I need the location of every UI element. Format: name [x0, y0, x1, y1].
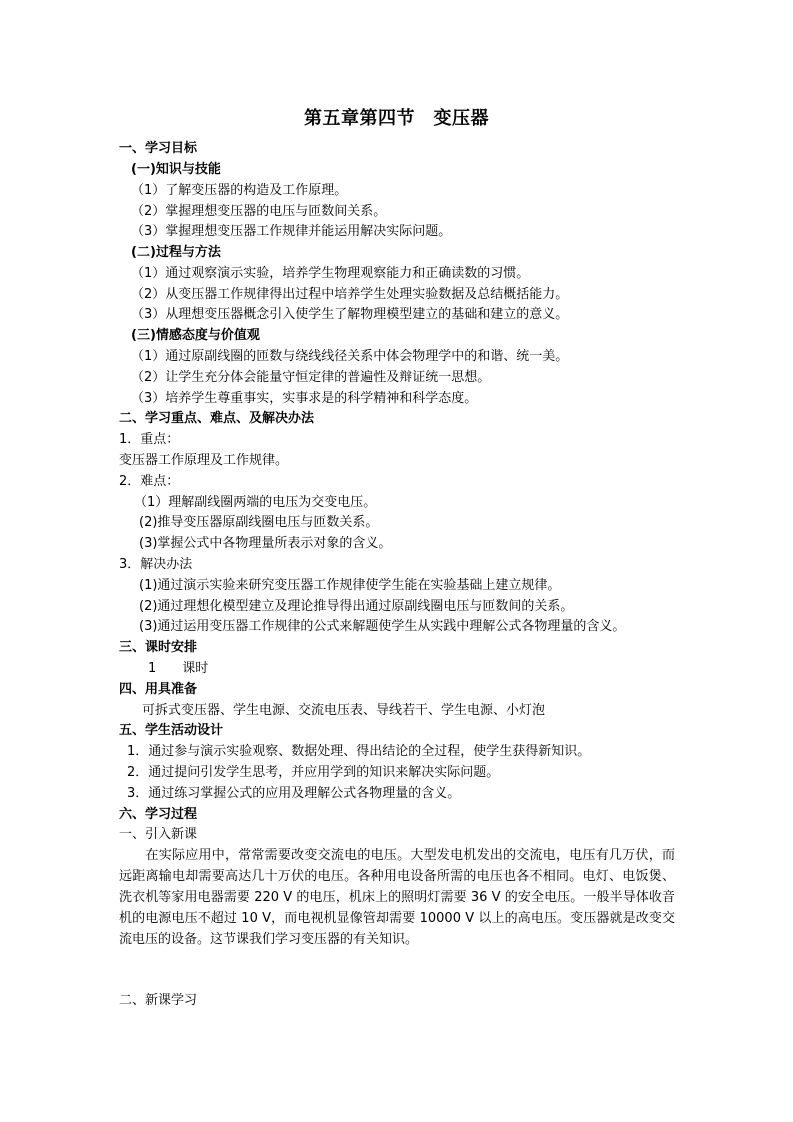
subheading-emotion: (三)情感态度与价值观 [131, 328, 260, 343]
section-4-heading: 四、用具准备 [119, 682, 198, 697]
knowledge-item-2: （2）掌握理想变压器的电压与匝数间关系。 [131, 204, 387, 219]
intro-paragraph: 在实际应用中，常常需要改变交流电的电压。大型发电机发出的交流电，电压有几万伏，而远距离输电却需要高达几十万伏的电压。各种用电设备所需的电压也各不相同。电灯、电饭煲、洗衣机等家用电器需要 220 V 的电压，机床上的照明灯需要 36 V 的安全电压。一般半导体收音机的电源电压不超过 10 V，而电视机显像管却需要 10000 V 以上的高电压。变压器就是改变交流电压的设备。这节课我们学习变压器的有关知识。 [119, 848, 675, 947]
section-5-heading: 五、学生活动设计 [119, 723, 224, 738]
intro-heading: 一、引入新课 [119, 827, 198, 842]
solution-item-3: (3)通过运用变压器工作规律的公式来解题使学生从实践中理解公式各物理量的含义。 [139, 619, 626, 634]
class-hours: 1 课时 [148, 661, 209, 676]
section-3-heading: 三、课时安排 [119, 640, 198, 655]
process-item-1: （1）通过观察演示实验，培养学生物理观察能力和正确读数的习惯。 [131, 266, 530, 281]
emotion-item-3: （3）培养学生尊重事实，实事求是的科学精神和科学态度。 [131, 391, 478, 406]
emotion-item-2: （2）让学生充分体会能量守恒定律的普遍性及辩证统一思想。 [131, 370, 491, 385]
activity-item-3: 3．通过练习掌握公式的应用及理解公式各物理量的含义。 [127, 786, 461, 801]
subheading-process: (二)过程与方法 [131, 245, 221, 260]
solution-item-2: (2)通过理想化模型建立及理论推导得出通过原副线圈电压与匝数间的关系。 [139, 599, 574, 614]
equipment-list: 可拆式变压器、学生电源、交流电压表、导线若干、学生电源、小灯泡 [142, 703, 546, 718]
solution-item-1: (1)通过演示实验来研究变压器工作规律使学生能在实验基础上建立规律。 [139, 578, 561, 593]
activity-item-1: 1．通过参与演示实验观察、数据处理、得出结论的全过程，使学生获得新知识。 [127, 744, 591, 759]
new-lesson-heading: 二、新课学习 [119, 993, 198, 1008]
section-1-heading: 一、学习目标 [119, 141, 198, 156]
difficulty-item-1: （1）理解副线圈两端的电压为交变电压。 [134, 495, 377, 510]
key-point-text: 变压器工作原理及工作规律。 [119, 453, 289, 468]
knowledge-item-3: （3）掌握理想变压器工作规律并能运用解决实际问题。 [131, 224, 452, 239]
difficulty-item-3: (3)掌握公式中各物理量所表示对象的含义。 [139, 536, 392, 551]
emotion-item-1: （1）通过原副线圈的匝数与绕线线径关系中体会物理学中的和谐、统一美。 [131, 349, 569, 364]
difficulty-label: 2．难点： [119, 474, 180, 489]
knowledge-item-1: （1）了解变压器的构造及工作原理。 [131, 183, 348, 198]
process-item-3: （3）从理想变压器概念引入使学生了解物理模型建立的基础和建立的意义。 [131, 307, 569, 322]
section-2-heading: 二、学习重点、难点、及解决办法 [119, 411, 315, 426]
solution-label: 3．解决办法 [119, 557, 193, 572]
subheading-knowledge: (一)知识与技能 [131, 162, 221, 177]
difficulty-item-2: (2)推导变压器原副线圈电压与匝数关系。 [139, 515, 379, 530]
section-6-heading: 六、学习过程 [119, 807, 198, 822]
activity-item-2: 2．通过提问引发学生思考，并应用学到的知识来解决实际问题。 [127, 765, 500, 780]
process-item-2: （2）从变压器工作规律得出过程中培养学生处理实验数据及总结概括能力。 [131, 287, 569, 302]
key-point-label: 1．重点： [119, 432, 180, 447]
page-title: 第五章第四节 变压器 [304, 108, 489, 129]
